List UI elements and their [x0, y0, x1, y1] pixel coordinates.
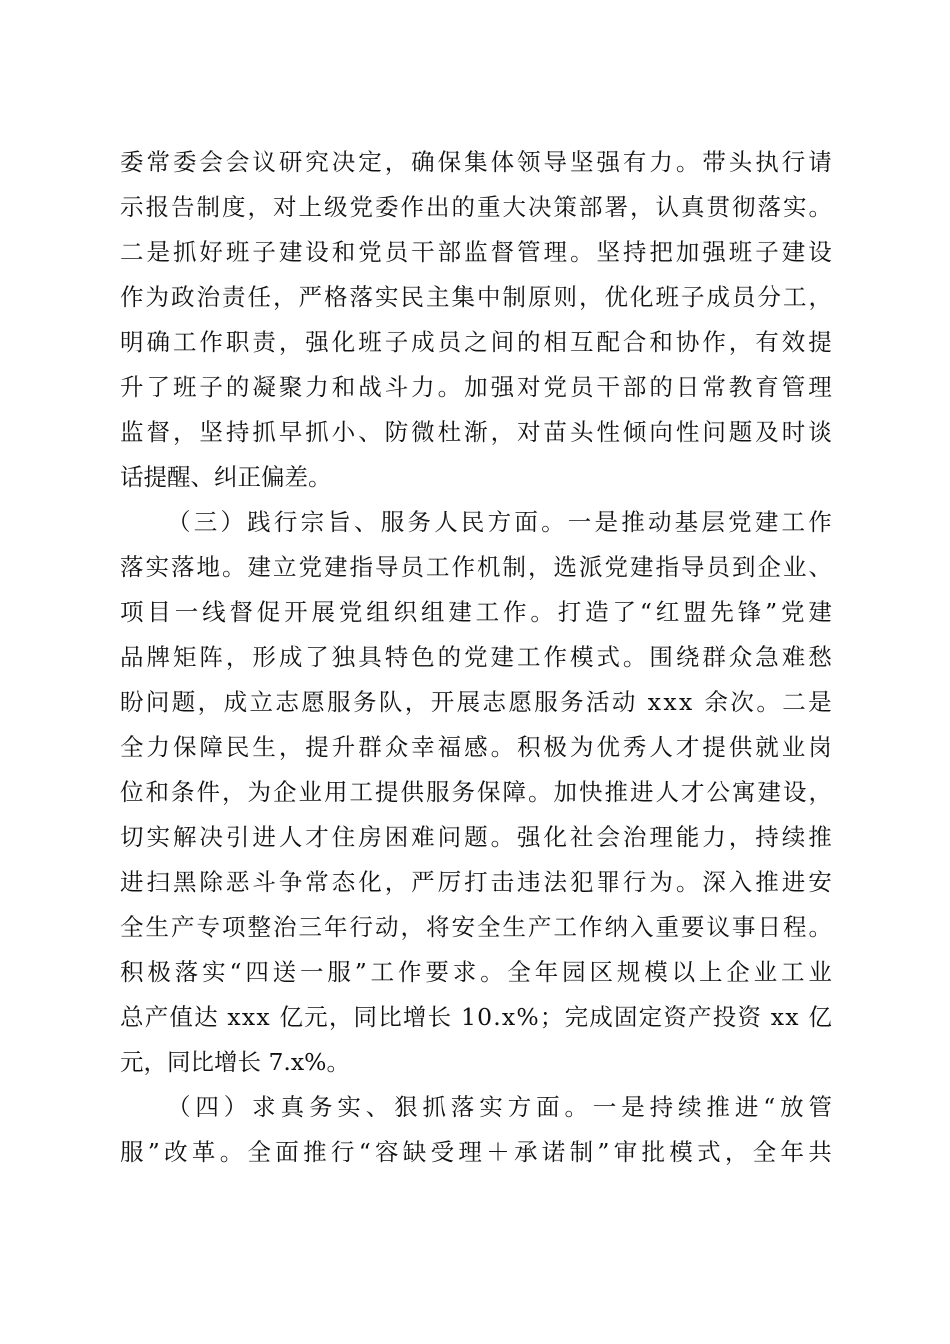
text-line: 明 确 工 作 职 责 ， 强 化 班 子 成 员 之 间 的 相 互 配 合 和 协 作 ， 有 效 提: [120, 328, 832, 356]
text-line: 升 了 班 子 的 凝 聚 力 和 战 斗 力 。 加 强 对 党 员 干 部 的 日 常 教 育 管 理: [120, 373, 832, 401]
text-line: 进 扫 黑 除 恶 斗 争 常 态 化 ， 严 厉 打 击 违 法 犯 罪 行 为 。 深 入 推 进 安: [120, 868, 832, 896]
section-heading-line: （ 四 ） 求 真 务 实 、 狠 抓 落 实 方 面 。 一 是 持 续 推 进 “ 放 管: [167, 1093, 832, 1121]
text-line: 总 产 值 达 x x x 亿 元 ， 同 比 增 长 1 0 . x % ； 完 成 固 定 资 产 投 资 x x 亿: [120, 1003, 832, 1031]
text-line: 位 和 条 件 ， 为 企 业 用 工 提 供 服 务 保 障 。 加 快 推 进 人 才 公 寓 建 设 ，: [120, 778, 832, 806]
text-line: 全 力 保 障 民 生 ， 提 升 群 众 幸 福 感 。 积 极 为 优 秀 人 才 提 供 就 业 岗: [120, 733, 832, 761]
text-line: 委 常 委 会 会 议 研 究 决 定 ， 确 保 集 体 领 导 坚 强 有 力 。 带 头 执 行 请: [120, 148, 832, 176]
text-line: 示 报 告 制 度 ， 对 上 级 党 委 作 出 的 重 大 决 策 部 署 ， 认 真 贯 彻 落 实 。: [120, 193, 832, 221]
text-line: 全 生 产 专 项 整 治 三 年 行 动 ， 将 安 全 生 产 工 作 纳 入 重 要 议 事 日 程 。: [120, 913, 832, 941]
text-line: 项 目 一 线 督 促 开 展 党 组 织 组 建 工 作 。 打 造 了 “ 红 盟 先 锋 ” 党 建: [120, 598, 832, 626]
text-line: 品 牌 矩 阵 ， 形 成 了 独 具 特 色 的 党 建 工 作 模 式 。 围 绕 群 众 急 难 愁: [120, 643, 832, 671]
text-line: 话提醒、纠正偏差。: [120, 463, 332, 491]
text-line: 盼 问 题 ， 成 立 志 愿 服 务 队 ， 开 展 志 愿 服 务 活 动 x x x 余 次 。 二 是: [120, 688, 832, 716]
text-line: 服 ” 改 革 。 全 面 推 行 “ 容 缺 受 理 ＋ 承 诺 制 ” 审 批 模 式 ， 全 年 共: [120, 1138, 832, 1166]
text-line: 二 是 抓 好 班 子 建 设 和 党 员 干 部 监 督 管 理 。 坚 持 把 加 强 班 子 建 设: [120, 238, 832, 266]
document-body: [120, 140, 832, 1175]
text-line: 切 实 解 决 引 进 人 才 住 房 困 难 问 题 。 强 化 社 会 治 理 能 力 ， 持 续 推: [120, 823, 832, 851]
text-line: 监 督 ， 坚 持 抓 早 抓 小 、 防 微 杜 渐 ， 对 苗 头 性 倾 向 性 问 题 及 时 谈: [120, 418, 832, 446]
text-line: 作 为 政 治 责 任 ， 严 格 落 实 民 主 集 中 制 原 则 ， 优 化 班 子 成 员 分 工 ，: [120, 283, 832, 311]
text-line: 落 实 落 地 。 建 立 党 建 指 导 员 工 作 机 制 ， 选 派 党 建 指 导 员 到 企 业 、: [120, 553, 832, 581]
text-line: 元，同比增长 7.x%。: [120, 1048, 350, 1076]
section-heading-line: （ 三 ） 践 行 宗 旨 、 服 务 人 民 方 面 。 一 是 推 动 基 层 党 建 工 作: [167, 508, 832, 536]
text-line: 积 极 落 实 “ 四 送 一 服 ” 工 作 要 求 。 全 年 园 区 规 模 以 上 企 业 工 业: [120, 958, 832, 986]
